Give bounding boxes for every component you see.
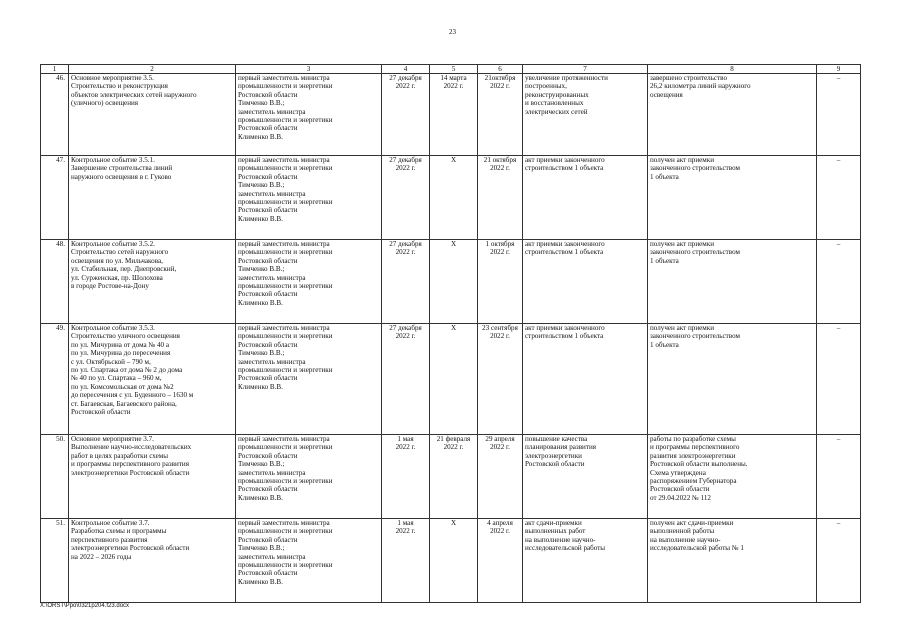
- planned-date-line: 27 декабря: [389, 74, 422, 82]
- planned-date-line: 1 мая: [397, 519, 414, 527]
- actual-date-line: 2022 г.: [490, 332, 510, 341]
- actual-result-cell: [648, 435, 817, 519]
- event-name-line: и программы перспективного развития: [71, 460, 189, 469]
- event-name-line: Выполнение научно-исследовательских: [71, 443, 192, 452]
- column-header-2: 2: [69, 65, 236, 74]
- planned-date-cell: [382, 324, 430, 435]
- responsible-person-line: Клименко В.В.: [238, 214, 283, 223]
- responsible-person-line: Тимченко В.В.;: [238, 460, 285, 469]
- responsible-person-line: промышленности и энергетики: [238, 443, 333, 452]
- start-date-cell: [430, 435, 478, 519]
- start-date-line: Х: [450, 519, 457, 527]
- responsible-person-line: заместитель министра: [238, 552, 306, 561]
- event-name-line: Контрольное событие 3.5.3.: [71, 324, 155, 332]
- responsible-person-line: Ростовской области: [238, 172, 298, 181]
- expected-result-line: строительством 1 объекта: [525, 332, 604, 341]
- event-name-line: Основное мероприятие 3.5.: [71, 74, 154, 82]
- planned-date-cell: [382, 519, 430, 603]
- planned-date-line: 2022 г.: [395, 332, 416, 341]
- deviation-note-cell: –: [817, 74, 861, 156]
- expected-result-line: строительством 1 объекта: [525, 164, 604, 173]
- responsible-person-line: Клименко В.В.: [238, 132, 283, 141]
- actual-date-line: 21 октября: [483, 156, 517, 164]
- event-name-line: Разработка схемы и программы: [71, 527, 167, 536]
- responsible-person-line: Ростовской области: [238, 569, 298, 578]
- responsible-person-line: заместитель министра: [238, 273, 306, 282]
- row-number-cell: 47.: [41, 156, 69, 240]
- responsible-person-line: Тимченко В.В.;: [238, 265, 285, 274]
- row-number-cell: 49.: [41, 324, 69, 435]
- event-name-line: по ул. Мичурина до пересечения: [71, 349, 171, 358]
- table-row: [41, 74, 861, 156]
- responsible-person-line: Тимченко В.В.;: [238, 544, 285, 553]
- expected-result-line: и восстановленных: [525, 99, 584, 108]
- column-header-6: 6: [478, 65, 523, 74]
- expected-result-line: реконструированных: [525, 90, 589, 99]
- responsible-person-line: заместитель министра: [238, 468, 306, 477]
- expected-result-line: исследовательской работы: [525, 544, 606, 553]
- event-name-cell: [69, 519, 236, 603]
- actual-result-line: 1 объекта: [650, 340, 679, 349]
- responsible-person-line: Ростовской области: [238, 535, 298, 544]
- responsible-person-line: промышленности и энергетики: [238, 332, 333, 341]
- expected-result-line: планирования развития: [525, 443, 597, 452]
- responsible-person-line: Ростовской области: [238, 206, 298, 215]
- responsible-person-line: промышленности и энергетики: [238, 477, 333, 486]
- responsible-person-cell: [236, 435, 382, 519]
- planned-date-line: 2022 г.: [395, 248, 416, 257]
- table-row: [41, 324, 861, 435]
- responsible-person-cell: [236, 74, 382, 156]
- expected-result-cell: [523, 324, 648, 435]
- expected-result-cell: [523, 519, 648, 603]
- deviation-note-cell: –: [817, 156, 861, 240]
- row-number-cell: 51.: [41, 519, 69, 603]
- responsible-person-cell: [236, 324, 382, 435]
- header-row: [41, 65, 861, 74]
- event-name-line: Строительство и реконструкция: [71, 82, 168, 91]
- responsible-person-line: первый заместитель министра: [238, 519, 330, 527]
- column-header-5: 5: [430, 65, 478, 74]
- expected-result-cell: [523, 156, 648, 240]
- row-number-cell: 48.: [41, 240, 69, 324]
- start-date-cell: [430, 240, 478, 324]
- actual-result-line: 1 объекта: [650, 172, 679, 181]
- event-name-line: объектов электрических сетей наружного: [71, 90, 197, 99]
- event-name-line: наружного освещения в г. Гуково: [71, 172, 172, 181]
- planned-date-line: 1 мая: [397, 435, 414, 443]
- responsible-person-line: Ростовской области: [238, 340, 298, 349]
- responsible-person-line: Ростовской области: [238, 290, 298, 299]
- event-name-line: по ул. Комсомольская от дома №2: [71, 382, 174, 391]
- planned-date-line: 27 декабря: [389, 156, 422, 164]
- planned-date-line: 27 декабря: [389, 324, 422, 332]
- event-name-line: на 2022 – 2026 годы: [71, 552, 132, 561]
- planned-date-line: 27 декабря: [389, 240, 422, 248]
- planned-date-cell: [382, 435, 430, 519]
- start-date-line: 2022 г.: [443, 443, 464, 452]
- responsible-person-line: заместитель министра: [238, 189, 306, 198]
- responsible-person-line: первый заместитель министра: [238, 240, 330, 248]
- deviation-note-cell: –: [817, 435, 861, 519]
- expected-result-cell: [523, 240, 648, 324]
- event-name-line: по ул. Спартака от дома № 2 до дома: [71, 366, 183, 375]
- table-row: [41, 156, 861, 240]
- actual-result-cell: [648, 324, 817, 435]
- responsible-person-line: Ростовской области: [238, 124, 298, 133]
- expected-result-cell: [523, 74, 648, 156]
- expected-result-line: строительством 1 объекта: [525, 248, 604, 257]
- event-name-line: Контрольное событие 3.5.2.: [71, 240, 155, 248]
- actual-result-line: законченного строительством: [650, 248, 740, 257]
- event-name-line: Контрольное событие 3.5.1.: [71, 156, 155, 164]
- planned-date-cell: [382, 240, 430, 324]
- planned-date-line: 2022 г.: [395, 164, 416, 173]
- planned-date-cell: [382, 156, 430, 240]
- event-name-line: ул. Стабильная, пер. Днепровский,: [71, 265, 177, 274]
- expected-result-line: на выполнение научно-: [525, 535, 596, 544]
- responsible-person-line: первый заместитель министра: [238, 324, 330, 332]
- column-header-1: 1: [41, 65, 69, 74]
- responsible-person-line: промышленности и энергетики: [238, 561, 333, 570]
- responsible-person-line: первый заместитель министра: [238, 156, 330, 164]
- event-name-line: № 40 по ул. Спартака – 960 м,: [71, 374, 162, 383]
- responsible-person-line: промышленности и энергетики: [238, 116, 333, 125]
- event-name-line: ул. Сурженская, пр. Шолохова: [71, 273, 163, 282]
- actual-result-cell: [648, 519, 817, 603]
- actual-date-line: 2022 г.: [490, 164, 510, 173]
- actual-date-line: 4 апреля: [487, 519, 513, 527]
- event-name-cell: [69, 74, 236, 156]
- responsible-person-line: Тимченко В.В.;: [238, 349, 285, 358]
- table-row: [41, 240, 861, 324]
- actual-result-line: распоряжением Губернатора: [650, 477, 737, 486]
- actual-date-cell: [478, 435, 523, 519]
- event-name-line: с ул. Октябрьской – 790 м,: [71, 357, 151, 366]
- actual-result-line: получен акт приемки: [650, 240, 715, 248]
- expected-result-line: акт приемки законченного: [525, 240, 605, 248]
- events-table: [40, 64, 861, 603]
- start-date-line: Х: [450, 324, 457, 332]
- responsible-person-line: промышленности и энергетики: [238, 282, 333, 291]
- event-name-line: Ростовской области: [71, 408, 131, 417]
- deviation-note-cell: –: [817, 324, 861, 435]
- planned-date-line: 2022 г.: [395, 443, 416, 452]
- responsible-person-line: Ростовской области: [238, 485, 298, 494]
- expected-result-cell: [523, 435, 648, 519]
- actual-date-cell: [478, 156, 523, 240]
- actual-result-line: исследовательской работы № 1: [650, 544, 744, 553]
- column-header-7: 7: [523, 65, 648, 74]
- event-name-line: освещения по ул. Мильчакова,: [71, 256, 163, 265]
- start-date-cell: [430, 324, 478, 435]
- event-name-line: (уличного) освещения: [71, 99, 139, 108]
- start-date-line: Х: [450, 156, 457, 164]
- responsible-person-line: Клименко В.В.: [238, 382, 283, 391]
- event-name-line: электроэнергетики Ростовской области: [71, 468, 190, 477]
- event-name-cell: [69, 240, 236, 324]
- start-date-line: 21 февраля: [436, 435, 471, 443]
- actual-result-line: на выполнение научно-: [650, 535, 721, 544]
- event-name-cell: [69, 435, 236, 519]
- event-name-line: электроэнергетики Ростовской области: [71, 544, 190, 553]
- responsible-person-line: первый заместитель министра: [238, 74, 330, 82]
- actual-result-line: Схема утверждена: [650, 468, 706, 477]
- actual-date-line: 2022 г.: [490, 443, 510, 452]
- deviation-note-cell: –: [817, 519, 861, 603]
- planned-date-cell: [382, 74, 430, 156]
- actual-result-line: законченного строительством: [650, 332, 740, 341]
- actual-date-line: 2022 г.: [490, 82, 510, 91]
- expected-result-line: выполненных работ: [525, 527, 586, 536]
- responsible-person-line: Тимченко В.В.;: [238, 99, 285, 108]
- actual-date-cell: [478, 324, 523, 435]
- expected-result-line: акт сдачи-приемки: [525, 519, 582, 527]
- start-date-cell: [430, 74, 478, 156]
- start-date-cell: [430, 519, 478, 603]
- responsible-person-line: Клименко В.В.: [238, 493, 283, 502]
- actual-date-line: 21октября: [484, 74, 516, 82]
- event-name-line: в городе Ростове-на-Дону: [71, 282, 149, 291]
- actual-result-line: получен акт приемки: [650, 324, 715, 332]
- event-name-line: Основное мероприятие 3.7.: [71, 435, 154, 443]
- expected-result-line: построенных,: [525, 82, 567, 91]
- start-date-line: Х: [450, 240, 457, 248]
- actual-result-line: получен акт приемки: [650, 156, 715, 164]
- start-date-line: 2022 г.: [443, 82, 464, 91]
- expected-result-line: электроэнергетики: [525, 451, 582, 460]
- responsible-person-cell: [236, 240, 382, 324]
- actual-result-line: выполненной работы: [650, 527, 715, 536]
- event-name-line: Строительство сетей наружного: [71, 248, 169, 257]
- expected-result-line: Ростовской области: [525, 460, 585, 469]
- responsible-person-line: промышленности и энергетики: [238, 82, 333, 91]
- actual-result-line: завершено строительство: [650, 74, 728, 82]
- actual-date-line: 23 сентября: [482, 324, 518, 332]
- column-header-4: 4: [382, 65, 430, 74]
- event-name-line: перспективного развития: [71, 535, 148, 544]
- event-name-cell: [69, 156, 236, 240]
- responsible-person-line: Ростовской области: [238, 90, 298, 99]
- actual-result-line: 26,2 километра линий наружного: [650, 82, 751, 91]
- responsible-person-line: Клименко В.В.: [238, 298, 283, 307]
- responsible-person-line: первый заместитель министра: [238, 435, 330, 443]
- responsible-person-cell: [236, 156, 382, 240]
- actual-result-line: освещения: [650, 90, 683, 99]
- page-number: 23: [449, 28, 456, 36]
- expected-result-line: акт приемки законченного: [525, 324, 605, 332]
- deviation-note-cell: –: [817, 240, 861, 324]
- actual-result-line: от 29.04.2022 № 112: [650, 493, 711, 502]
- actual-date-cell: [478, 240, 523, 324]
- row-number-cell: 46.: [41, 74, 69, 156]
- actual-date-cell: [478, 74, 523, 156]
- responsible-person-line: промышленности и энергетики: [238, 248, 333, 257]
- row-number-cell: 50.: [41, 435, 69, 519]
- actual-result-line: работы по разработке схемы: [650, 435, 736, 443]
- column-header-8: 8: [648, 65, 817, 74]
- responsible-person-cell: [236, 519, 382, 603]
- responsible-person-line: промышленности и энергетики: [238, 527, 333, 536]
- expected-result-line: увеличение протяженности: [525, 74, 608, 82]
- event-name-line: до пересечения с ул. Буденного – 1630 м: [71, 391, 194, 400]
- responsible-person-line: Ростовской области: [238, 256, 298, 265]
- actual-result-cell: [648, 74, 817, 156]
- table-row: [41, 435, 861, 519]
- expected-result-line: повышение качества: [525, 435, 588, 443]
- event-name-cell: [69, 324, 236, 435]
- responsible-person-line: заместитель министра: [238, 107, 306, 116]
- actual-result-cell: [648, 240, 817, 324]
- column-header-9: 9: [817, 65, 861, 74]
- responsible-person-line: Тимченко В.В.;: [238, 181, 285, 190]
- actual-result-line: Ростовской области выполнены.: [650, 460, 748, 469]
- actual-date-line: 1 октября: [485, 240, 515, 248]
- actual-date-line: 29 апреля: [485, 435, 515, 443]
- event-name-line: Завершение строительства линий: [71, 164, 173, 173]
- actual-result-line: и программы перспективного: [650, 443, 740, 452]
- event-name-line: Контрольное событие 3.7.: [71, 519, 150, 527]
- event-name-line: Строительство уличного освещения: [71, 332, 180, 341]
- actual-result-line: законченного строительством: [650, 164, 740, 173]
- actual-date-cell: [478, 519, 523, 603]
- expected-result-line: электрических сетей: [525, 107, 588, 116]
- event-name-line: работ в целях разработки схемы: [71, 451, 169, 460]
- responsible-person-line: Ростовской области: [238, 451, 298, 460]
- file-path-footer: X:\ORST\Ppo\0321p204.f23.docx: [40, 603, 130, 609]
- responsible-person-line: Клименко В.В.: [238, 577, 283, 586]
- responsible-person-line: промышленности и энергетики: [238, 164, 333, 173]
- event-name-line: по ул. Мичурина от дома № 40 а: [71, 340, 169, 349]
- start-date-line: 14 марта: [440, 74, 467, 82]
- table-row: [41, 519, 861, 603]
- responsible-person-line: промышленности и энергетики: [238, 366, 333, 375]
- actual-date-line: 2022 г.: [490, 248, 510, 257]
- planned-date-line: 2022 г.: [395, 527, 416, 536]
- responsible-person-line: промышленности и энергетики: [238, 198, 333, 207]
- expected-result-line: акт приемки законченного: [525, 156, 605, 164]
- responsible-person-line: заместитель министра: [238, 357, 306, 366]
- actual-result-line: получен акт сдачи-приемки: [650, 519, 734, 527]
- planned-date-line: 2022 г.: [395, 82, 416, 91]
- actual-result-cell: [648, 156, 817, 240]
- start-date-cell: [430, 156, 478, 240]
- column-header-3: 3: [236, 65, 382, 74]
- event-name-line: ст. Багаевская, Багаевского района,: [71, 399, 177, 408]
- actual-result-line: развития электроэнергетики: [650, 451, 736, 460]
- actual-result-line: 1 объекта: [650, 256, 679, 265]
- responsible-person-line: Ростовской области: [238, 374, 298, 383]
- actual-date-line: 2022 г.: [490, 527, 510, 536]
- actual-result-line: Ростовской области: [650, 485, 710, 494]
